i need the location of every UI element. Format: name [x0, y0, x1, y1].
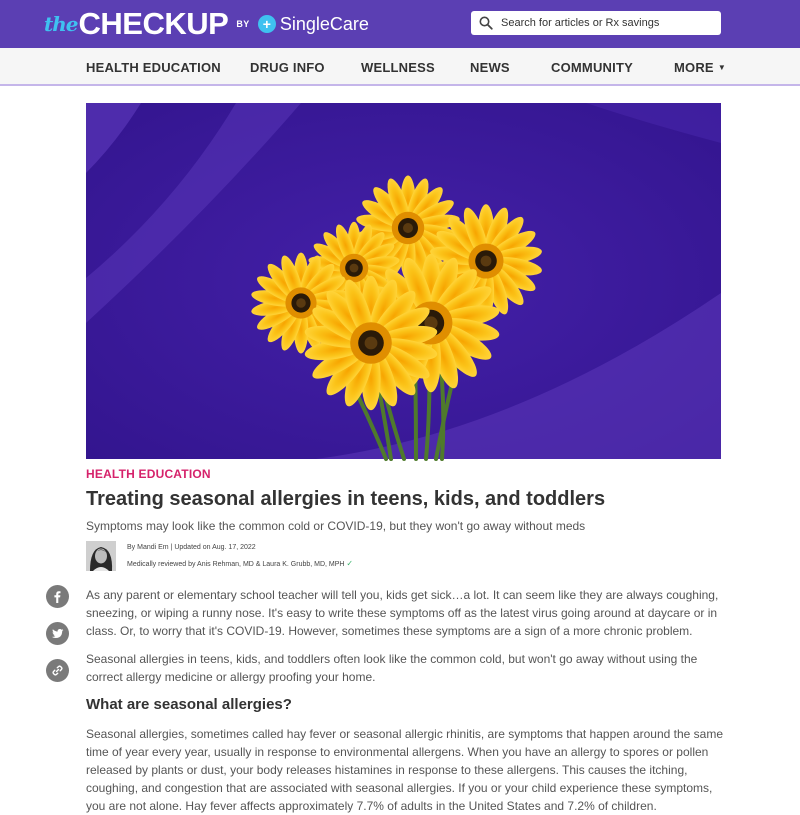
- search-icon: [479, 16, 493, 30]
- nav-item-wellness[interactable]: WELLNESS: [361, 60, 435, 75]
- section-heading: What are seasonal allergies?: [86, 696, 292, 713]
- paragraph-line: Seasonal allergies, sometimes called hay fever or seasonal allergic rhinitis, are symptoms that happen around the same: [86, 727, 723, 741]
- reviewed-by-text: Medically reviewed by Anis Rehman, MD & Laura K. Grubb, MD, MPH: [127, 561, 345, 568]
- nav-item-news[interactable]: NEWS: [470, 60, 510, 75]
- share-facebook-button[interactable]: [46, 585, 69, 608]
- nav-item-more[interactable]: [674, 60, 726, 75]
- main-nav: [0, 48, 800, 86]
- author-avatar: [86, 541, 116, 571]
- search-input[interactable]: [501, 17, 711, 29]
- hero-image: [86, 103, 721, 459]
- paragraph-line: correct allergy medicine or allergy proofing your home.: [86, 670, 376, 684]
- singlecare-brand-text: SingleCare: [279, 13, 369, 34]
- singlecare-logo: [258, 14, 369, 35]
- article-category[interactable]: HEALTH EDUCATION: [86, 467, 211, 481]
- paragraph-line: time of year every year, usually in response to environmental allergens. When you have an allergy to spores or pollen: [86, 745, 709, 759]
- paragraph-line: coughing, and congestion that are associated with seasonal allergies. If you or your child experience these symptoms,: [86, 781, 713, 795]
- share-link-button[interactable]: [46, 659, 69, 682]
- link-icon: [51, 664, 64, 677]
- paragraph-line: sneezing, or wiping a runny nose. It's easy to write these symptoms off as the latest virus going around at daycare or in: [86, 606, 718, 620]
- article-subtitle: Symptoms may look like the common cold or COVID-19, but they won't go away without meds: [86, 519, 586, 533]
- nav-more-label: MORE: [674, 60, 714, 75]
- logo-by-text: BY: [236, 19, 250, 29]
- article-reviewed-by: [127, 559, 353, 568]
- article-title: Treating seasonal allergies in teens, kids, and toddlers: [86, 488, 606, 510]
- singlecare-plus-icon: +: [258, 15, 276, 33]
- logo-the-text: the: [44, 12, 78, 36]
- nav-item-health-education[interactable]: HEALTH EDUCATION: [86, 60, 221, 75]
- search-box[interactable]: [471, 11, 721, 35]
- paragraph-line: released by plants or dust, your body releases histamines in response to these allergens. This causes the itching,: [86, 763, 688, 777]
- article-paragraph-1: [86, 586, 726, 640]
- paragraph-line: you are not alone. Hay fever affects approximately 7.7% of adults in the United States and 7.2% of children.: [86, 799, 657, 813]
- flowers-illustration: [86, 103, 721, 459]
- site-logo[interactable]: [44, 6, 369, 42]
- share-twitter-button[interactable]: [46, 622, 69, 645]
- site-header: [0, 0, 800, 48]
- article-paragraph-2: [86, 650, 726, 686]
- paragraph-line: As any parent or elementary school teacher will tell you, kids get sick…a lot. It can seem like they are always coughing,: [86, 588, 719, 602]
- logo-checkup-text: CHECKUP: [78, 6, 229, 41]
- chevron-down-icon: ▼: [717, 63, 726, 72]
- paragraph-line: Seasonal allergies in teens, kids, and toddlers often look like the common cold, but won't go away without using the: [86, 652, 698, 666]
- facebook-icon: [51, 590, 64, 603]
- verified-check-icon: ✓: [346, 559, 354, 568]
- twitter-icon: [51, 627, 64, 640]
- author-photo: [86, 541, 116, 571]
- paragraph-line: class. Or, to worry that it's COVID-19. However, sometimes these symptoms are a sign of a more chronic problem.: [86, 624, 693, 638]
- nav-item-drug-info[interactable]: DRUG INFO: [250, 60, 325, 75]
- article-byline: By Mandi Em | Updated on Aug. 17, 2022: [127, 544, 256, 551]
- article-paragraph-3: [86, 725, 726, 815]
- nav-item-community[interactable]: COMMUNITY: [551, 60, 633, 75]
